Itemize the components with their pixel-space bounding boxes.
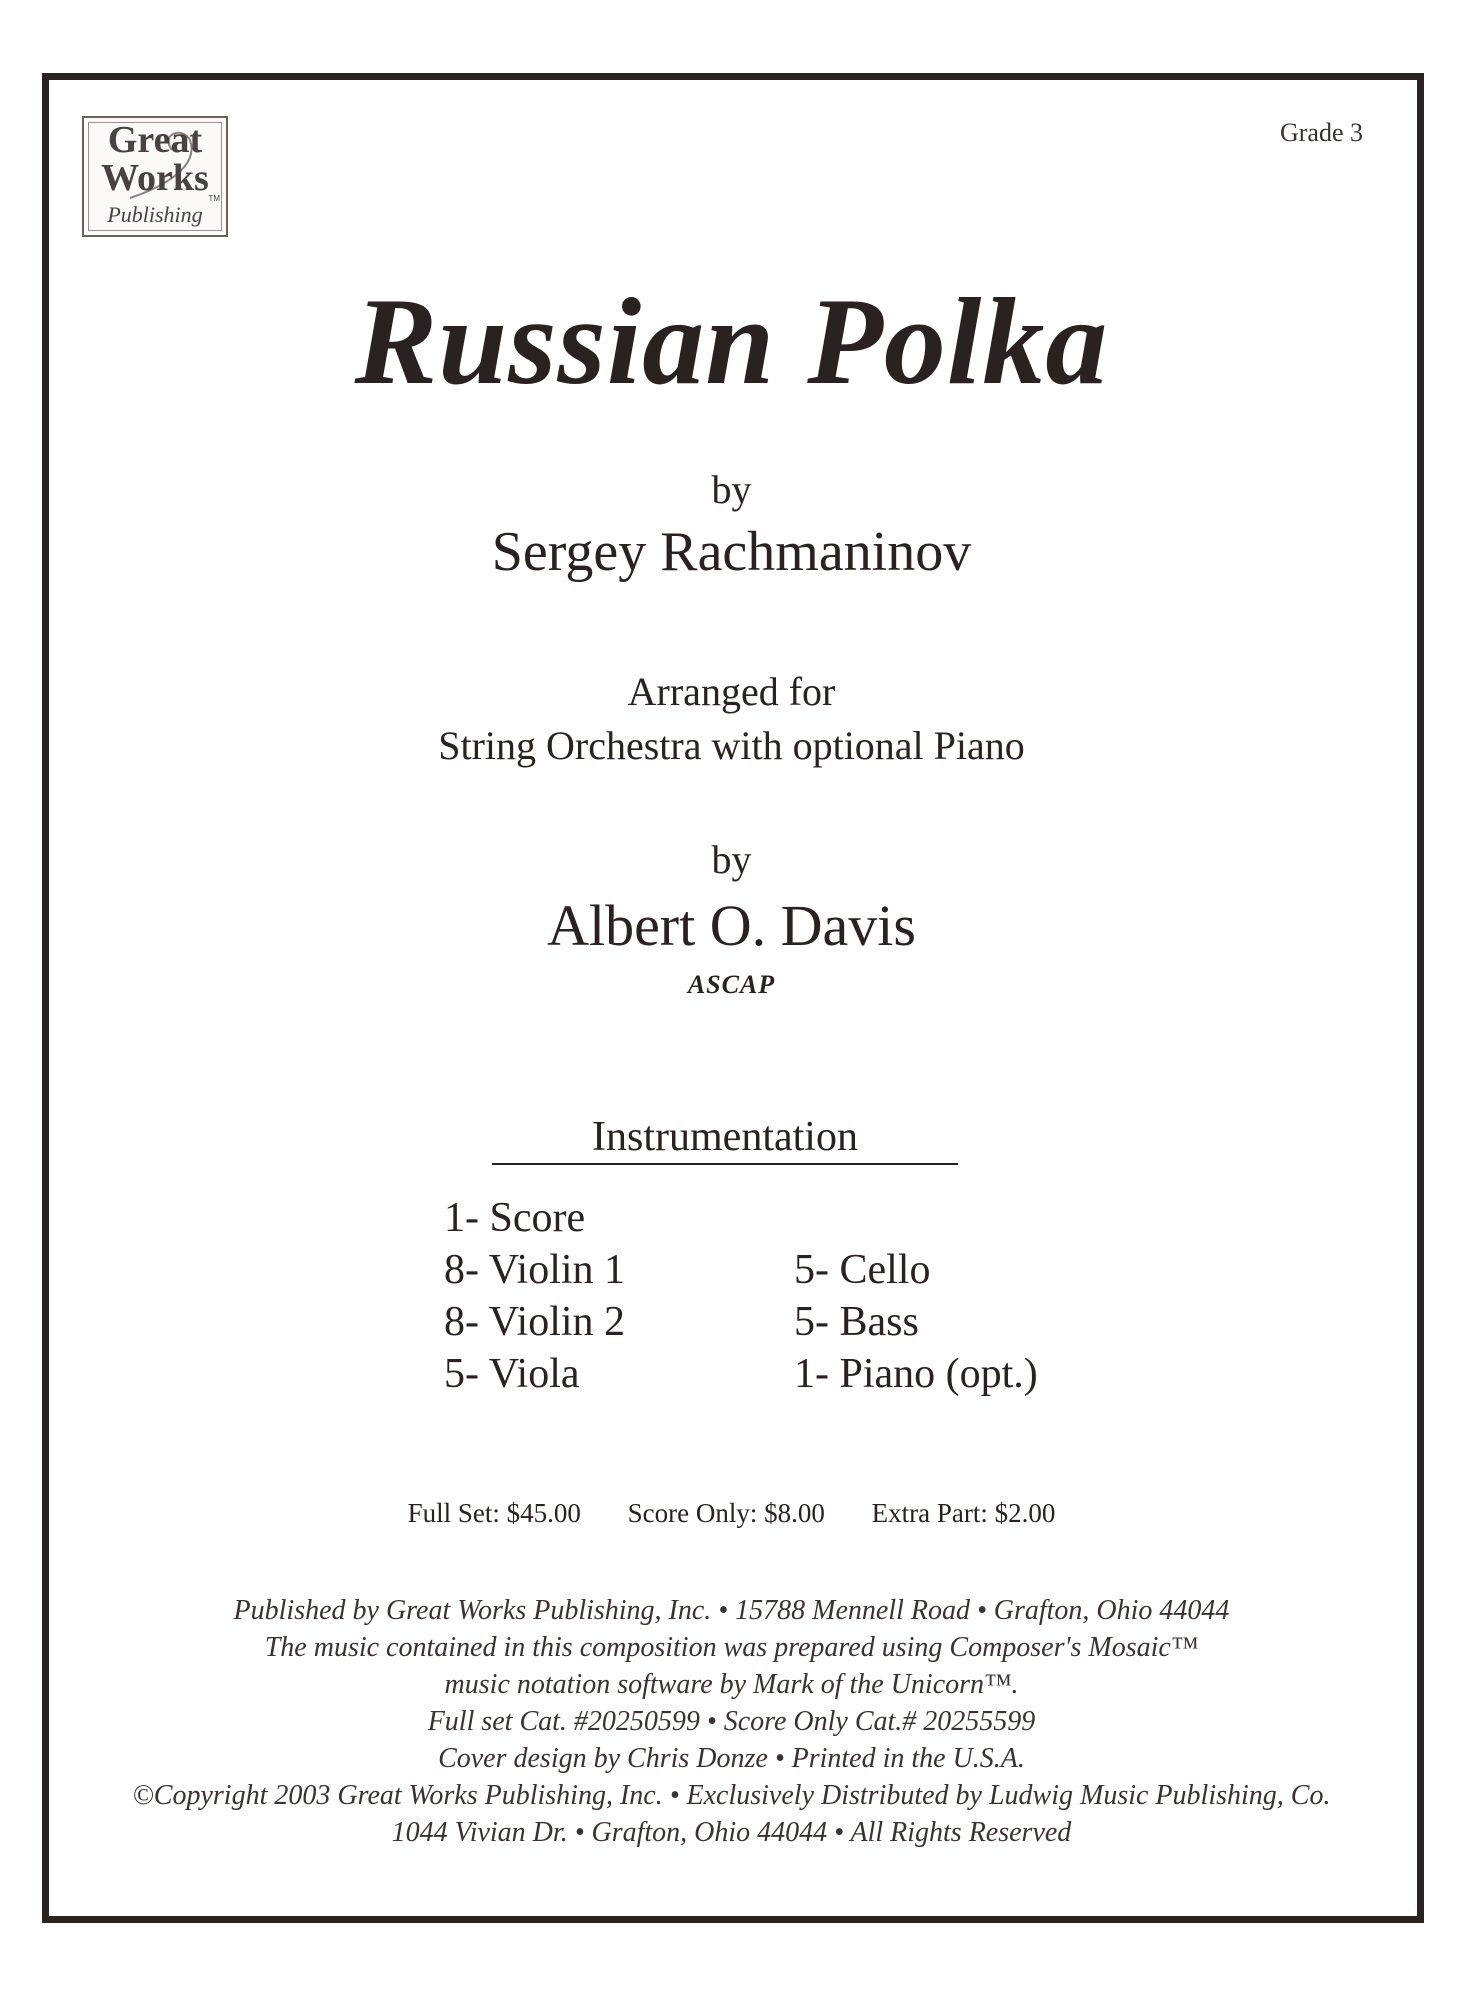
price-full-set: Full Set: $45.00: [407, 1498, 581, 1528]
credit-line: The music contained in this composition was prepared using Composer's Mosaic™: [264, 1632, 1199, 1663]
instrument-item: 5- Bass: [794, 1299, 919, 1345]
instrument-item: 1- Score: [444, 1195, 586, 1241]
instrumentation-list-right: [794, 1244, 1038, 1400]
credit-line: ©Copyright 2003 Great Works Publishing, Inc. • Exclusively Distributed by Ludwig Music Publishing, Co.: [132, 1780, 1331, 1811]
instrumentation-heading: Instrumentation: [592, 1114, 858, 1160]
logo-trademark: TM: [208, 194, 220, 203]
instrument-item: 5- Viola: [444, 1351, 580, 1397]
composer-name: Sergey Rachmaninov: [491, 521, 972, 583]
grade-label: Grade 3: [1279, 118, 1363, 147]
credit-line: Cover design by Chris Donze • Printed in the U.S.A.: [438, 1743, 1025, 1774]
logo-text-great: Great: [107, 119, 203, 161]
price-score-only: Score Only: $8.00: [627, 1498, 825, 1528]
publisher-logo: [82, 116, 228, 237]
credit-line: 1044 Vivian Dr. • Grafton, Ohio 44044 • All Rights Reserved: [391, 1817, 1072, 1848]
credit-line: Published by Great Works Publishing, Inc. • 15788 Mennell Road • Grafton, Ohio 44044: [233, 1595, 1230, 1626]
arranged-for-line-2: String Orchestra with optional Piano: [438, 723, 1025, 768]
credit-line: Full set Cat. #20250599 • Score Only Cat.# 20255599: [427, 1706, 1036, 1737]
instrumentation-underline: [492, 1163, 958, 1165]
credit-line: music notation software by Mark of the Unicorn™.: [444, 1669, 1019, 1700]
instrument-item: 1- Piano (opt.): [794, 1351, 1038, 1397]
logo-text-works: Works: [101, 157, 209, 199]
instrumentation-list-left: [444, 1192, 625, 1400]
instrument-item: 5- Cello: [794, 1247, 931, 1293]
by-arranger-label: by: [711, 837, 752, 882]
instrument-item: 8- Violin 1: [444, 1247, 626, 1293]
logo-text-publishing: Publishing: [107, 202, 203, 227]
instrument-item: 8- Violin 2: [444, 1299, 626, 1345]
arranger-name: Albert O. Davis: [547, 893, 916, 958]
arranged-for-line-1: Arranged for: [627, 669, 836, 714]
by-composer-label: by: [711, 467, 752, 512]
page-title: Russian Polka: [354, 273, 1109, 410]
price-list: [0, 1498, 1463, 1529]
publisher-credits: [60, 1592, 1403, 1851]
price-extra-part: Extra Part: $2.00: [871, 1498, 1056, 1528]
arranger-affiliation: ASCAP: [687, 970, 776, 999]
